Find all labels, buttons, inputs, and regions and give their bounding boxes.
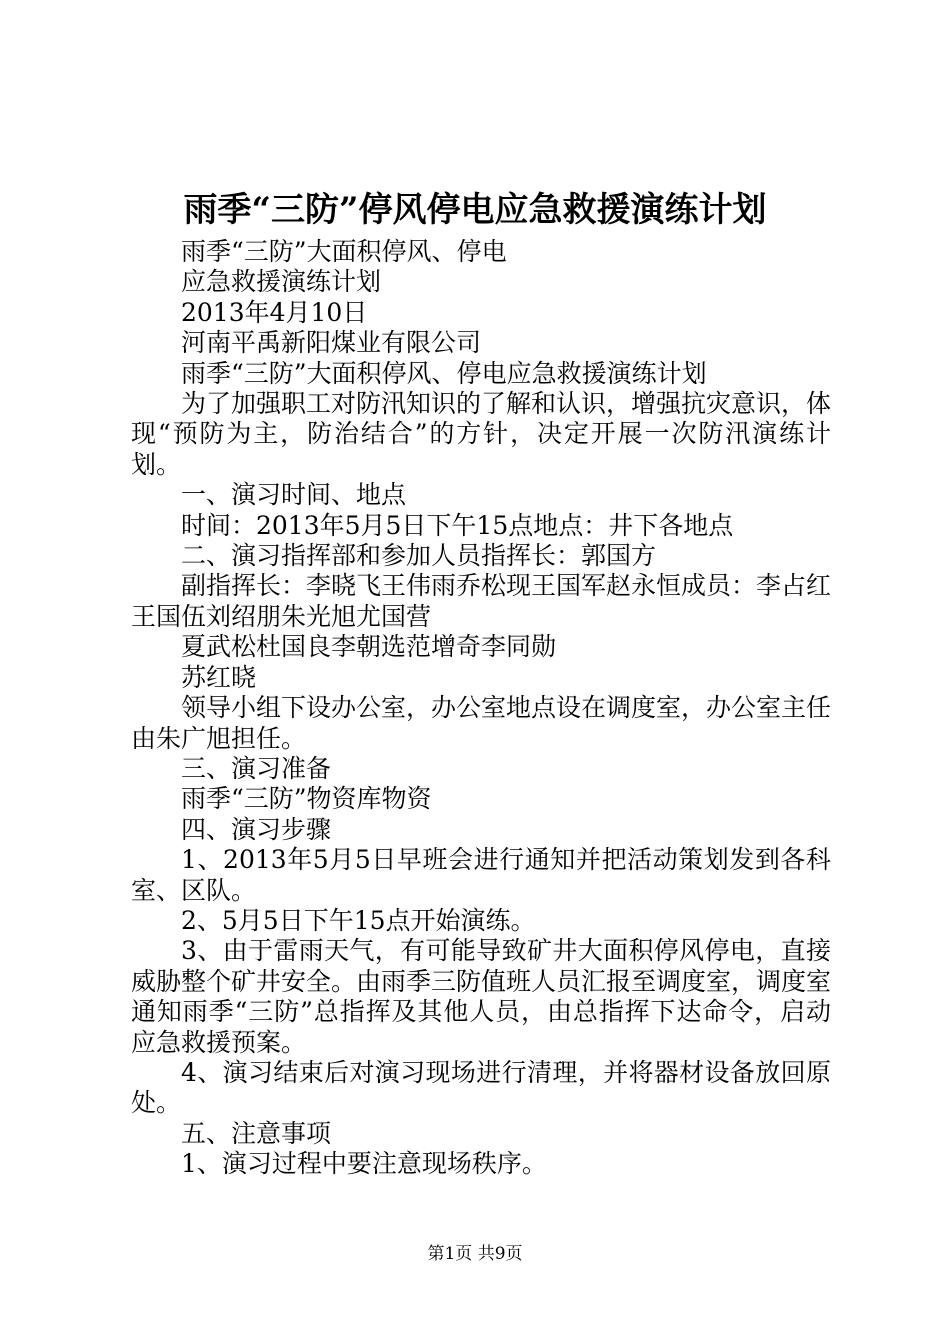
paragraph: 雨季“三防”物资库物资 (181, 784, 432, 814)
paragraph: 1、2013年5月5日早班会进行通知并把活动策划发到各科室、区队。 (131, 845, 831, 905)
document-body (131, 237, 831, 1180)
paragraph: 时间：2013年5月5日下午15点地点：井下各地点 (181, 510, 734, 540)
section-heading: 五、注意事项 (181, 1118, 332, 1148)
page-title: 雨季“三防”停风停电应急救援演练计划 (183, 190, 767, 230)
page-footer: 第1页 共9页 (427, 1244, 523, 1264)
paragraph: 为了加强职工对防汛知识的了解和认识，增强抗灾意识，体现“预防为主，防治结合”的方针，决定开展一次防汛演练计划。 (131, 389, 832, 479)
paragraph: 2013年4月10日 (181, 297, 368, 327)
paragraph: 3、由于雷雨天气，有可能导致矿井大面积停风停电，直接威胁整个矿井安全。由雨季三防值班人员汇报至调度室，调度室通知雨季“三防”总指挥及其他人员，由总指挥下达命令，启动应急救援预案。 (131, 936, 832, 1057)
paragraph: 苏红晓 (181, 662, 257, 692)
section-heading: 二、演习指挥部和参加人员指挥长：郭国方 (181, 541, 657, 571)
paragraph: 夏武松杜国良李朝选范增奇李同勋 (181, 632, 557, 662)
section-heading: 三、演习准备 (181, 753, 332, 783)
paragraph: 4、演习结束后对演习现场进行清理，并将器材设备放回原处。 (131, 1057, 831, 1118)
paragraph: 1、演习过程中要注意现场秩序。 (181, 1149, 547, 1179)
paragraph: 领导小组下设办公室，办公室地点设在调度室，办公室主任由朱广旭担任。 (131, 693, 832, 753)
paragraph: 副指挥长：李晓飞王伟雨乔松现王国军赵永恒成员：李占红王国伍刘绍朋朱光旭尤国营 (131, 571, 832, 631)
paragraph: 雨季“三防”大面积停风、停电 (181, 237, 507, 266)
paragraph: 应急救援演练计划 (181, 267, 382, 297)
section-heading: 一、演习时间、地点 (181, 480, 407, 510)
paragraph: 雨季“三防”大面积停风、停电应急救援演练计划 (181, 358, 707, 388)
paragraph: 2、5月5日下午15点开始演练。 (181, 905, 536, 935)
section-heading: 四、演习步骤 (181, 814, 332, 844)
paragraph: 河南平禹新阳煤业有限公司 (181, 328, 482, 358)
